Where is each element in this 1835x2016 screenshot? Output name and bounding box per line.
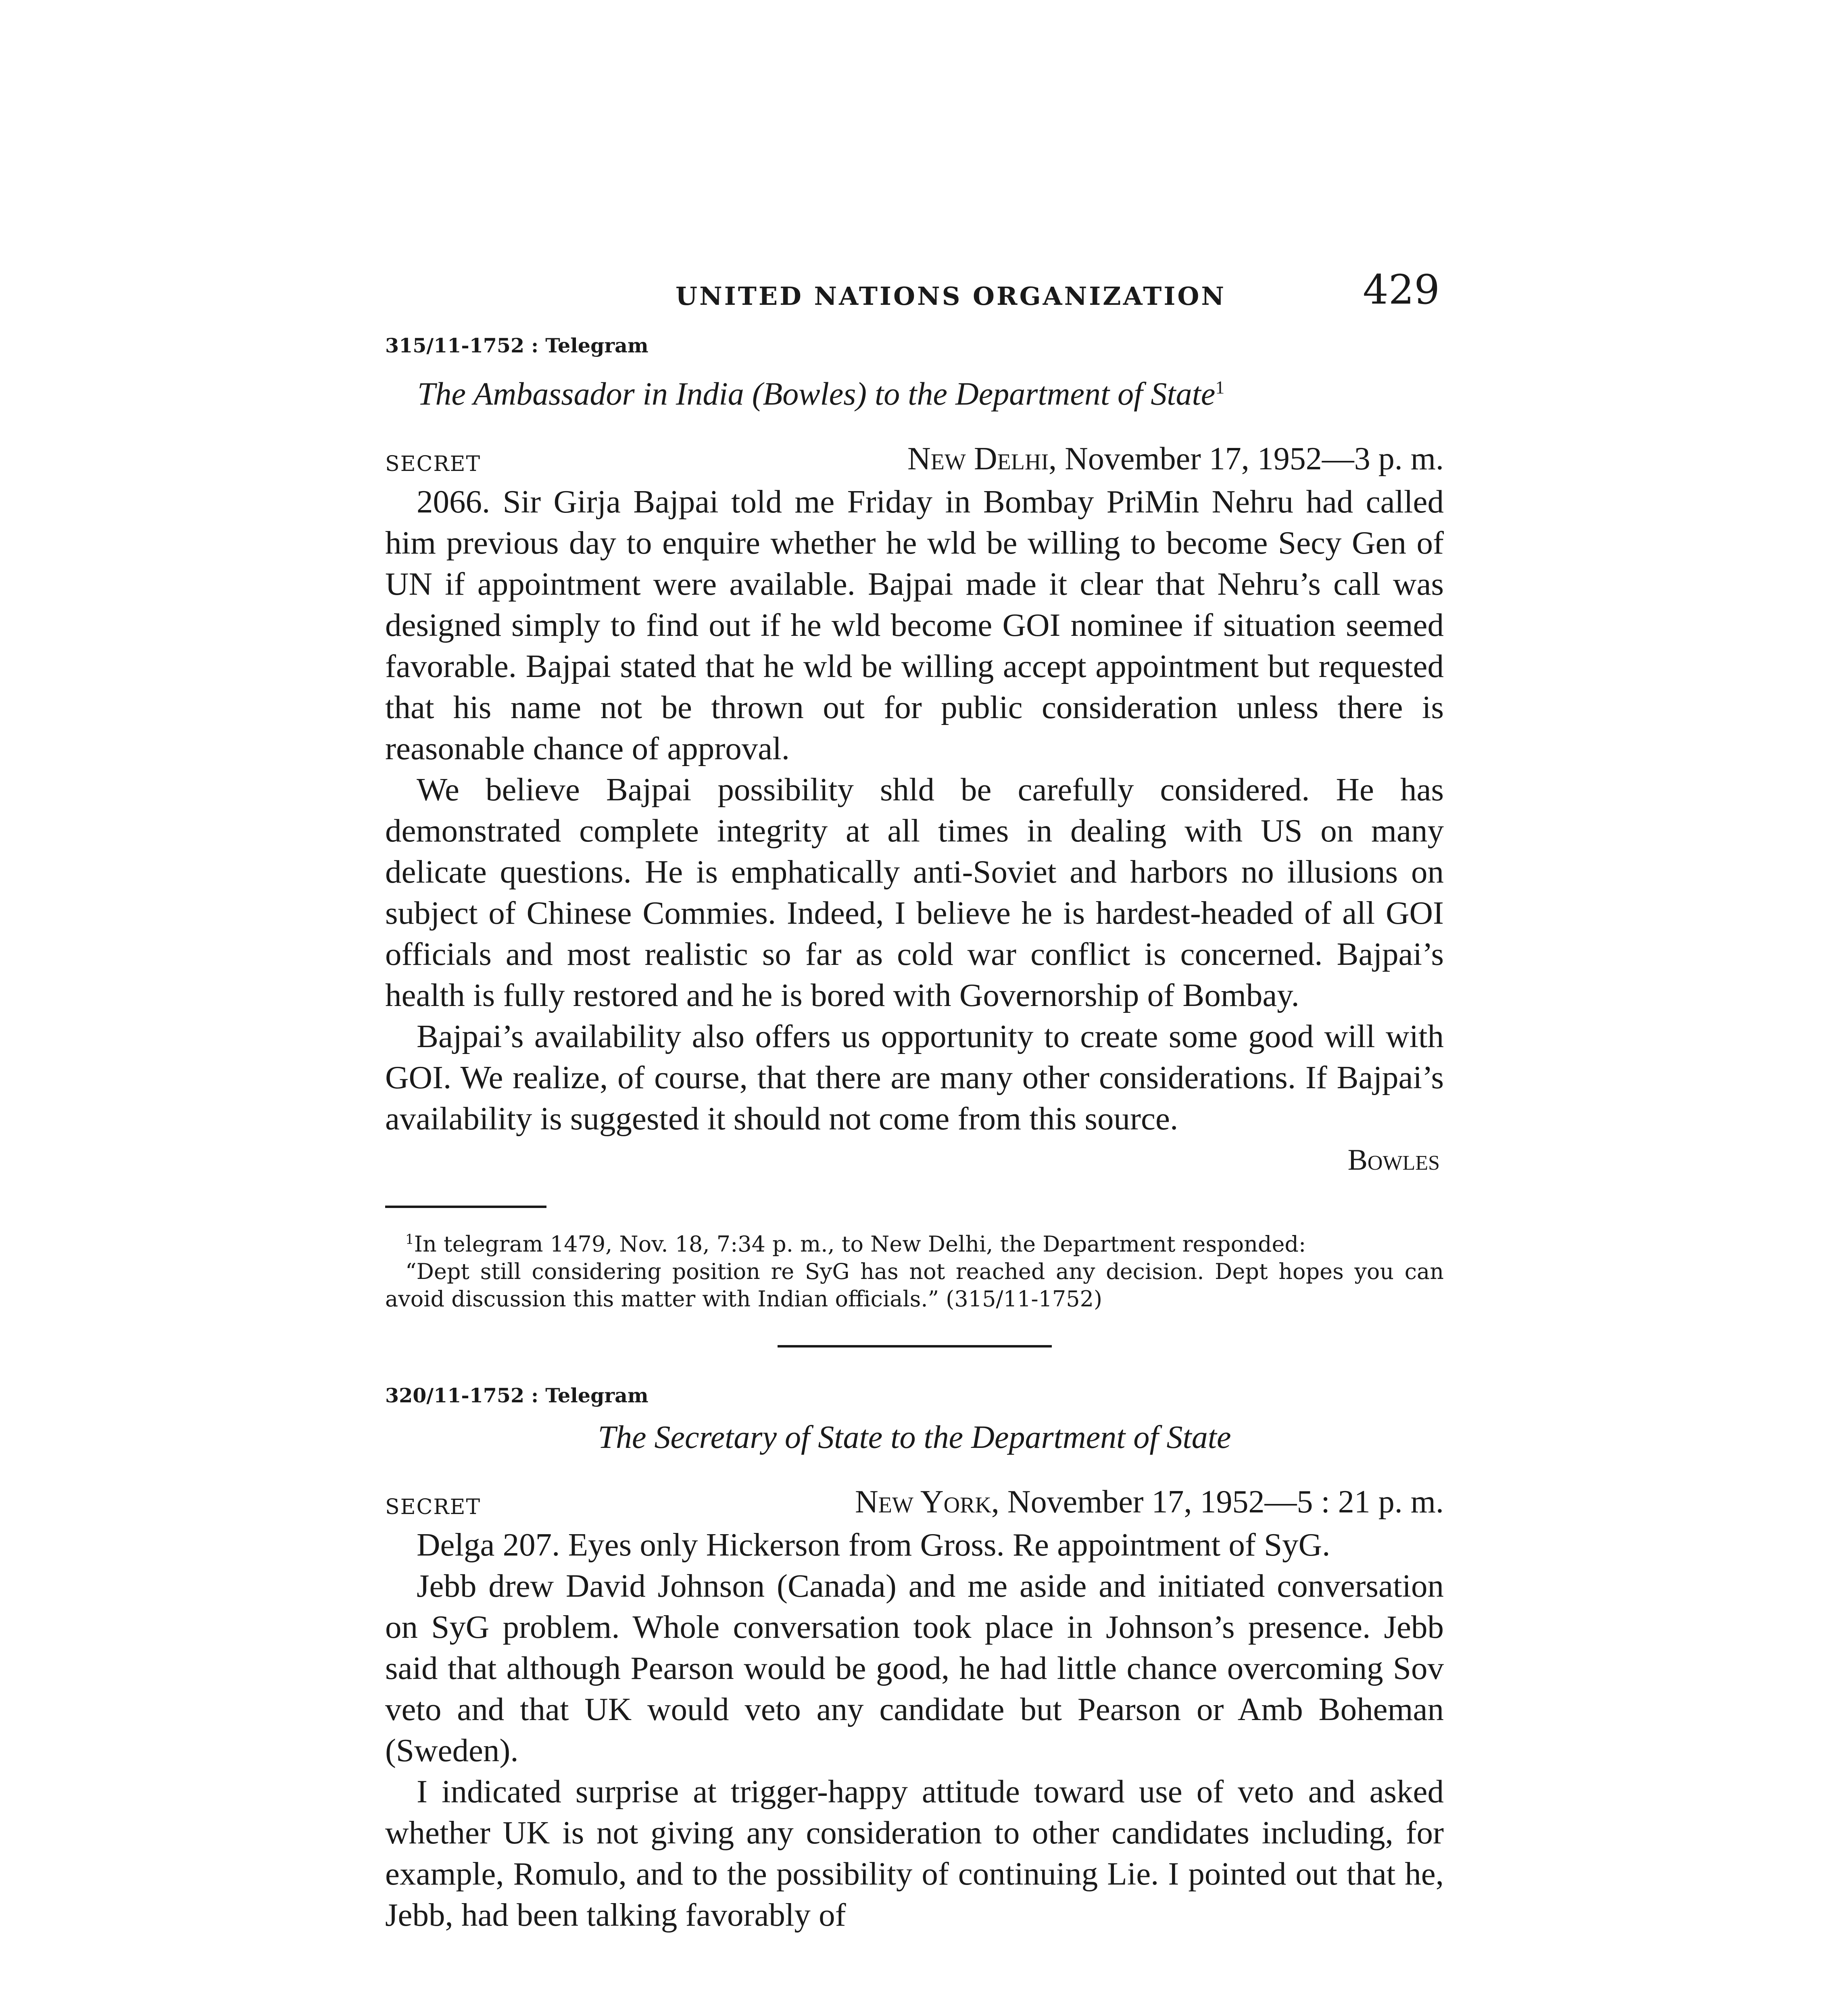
document-title-text: The Ambassador in India (Bowles) to the Department of State xyxy=(417,376,1216,412)
telegram-body xyxy=(385,1524,1444,1935)
footnote xyxy=(385,1226,1444,1313)
telegram-body xyxy=(385,481,1444,1139)
dateline-date: , November 17, 1952—5 : 21 p. m. xyxy=(991,1484,1444,1520)
dateline-place: New York xyxy=(855,1484,991,1520)
section-separator xyxy=(778,1345,1052,1347)
dateline-place: New Delhi xyxy=(907,441,1049,477)
footnote-mark: 1 xyxy=(1215,377,1225,398)
paragraph: I indicated surprise at trigger-happy attitude toward use of veto and asked whether UK is not giving any consideration to other candidates including, for example, Romulo, and to the possibility of continuing Lie. I pointed out that he, Jebb, had been talking favorably of xyxy=(385,1773,1444,1933)
paragraph: 2066. Sir Girja Bajpai told me Friday in Bombay PriMin Nehru had called him previous day to enquire whether he wld be willing to become Secy Gen of UN if appointment were available. Bajpai made it clear that Nehru’s call was designed simply to find out if he wld become GOI nominee if situation seemed favorable. Bajpai stated that he wld be willing accept appointment but requested that his name not be thrown out for public consideration unless there is reasonable chance of approval. xyxy=(385,483,1444,766)
heading-row xyxy=(385,1484,1444,1524)
dateline xyxy=(907,441,1444,477)
footnote-text: In telegram 1479, Nov. 18, 7:34 p. m., to New Delhi, the Department responded: xyxy=(414,1231,1306,1257)
paragraph: Jebb drew David Johnson (Canada) and me aside and initiated conversation on SyG problem. Whole conversation took place in Johnson’s presence. Jebb said that although Pearson would be good, he had little chance overcoming Sov veto and that UK would veto any candidate but Pearson or Amb Boheman (Sweden). xyxy=(385,1567,1444,1768)
heading-row xyxy=(385,441,1444,481)
file-reference: 320/11-1752 : Telegram xyxy=(385,1383,649,1407)
running-title: UNITED NATIONS ORGANIZATION xyxy=(676,281,1226,311)
document-2 xyxy=(385,1384,1444,1935)
document-title: The Secretary of State to the Department of State xyxy=(598,1419,1231,1455)
document-page xyxy=(385,266,1444,1935)
classification: SECRET xyxy=(385,452,481,476)
paragraph: We believe Bajpai possibility shld be carefully considered. He has demonstrated complete integrity at all times in dealing with US on many delicate questions. He is emphatically anti-Soviet and harbors no illusions on subject of Chinese Commies. Indeed, I believe he is hardest-headed of all GOI officials and most realistic so far as cold war conflict is concerned. Bajpai’s health is fully restored and he is bored with Governorship of Bombay. xyxy=(385,771,1444,1013)
dateline xyxy=(855,1484,1444,1520)
file-reference: 315/11-1752 : Telegram xyxy=(385,334,649,357)
page-number: 429 xyxy=(1363,266,1440,313)
dateline-date: , November 17, 1952—3 p. m. xyxy=(1049,441,1444,477)
document-title xyxy=(385,365,1444,417)
running-header xyxy=(385,266,1444,327)
document-1 xyxy=(385,334,1444,1313)
classification: SECRET xyxy=(385,1495,481,1519)
signature: Bowles xyxy=(1347,1143,1440,1177)
footnote-quote: “Dept still considering position re SyG has not reached any decision. Dept hopes you can avoid discussion this matter with Indian officials.” (315/11-1752) xyxy=(385,1258,1444,1312)
footnote-number: 1 xyxy=(405,1231,414,1248)
paragraph: Delga 207. Eyes only Hickerson from Gross. Re appointment of SyG. xyxy=(417,1526,1330,1563)
footnote-line xyxy=(385,1226,1444,1258)
footnote-divider xyxy=(385,1206,546,1208)
paragraph: Bajpai’s availability also offers us opportunity to create some good will with GOI. We realize, of course, that there are many other considerations. If Bajpai’s availability is suggested it should not come from this source. xyxy=(385,1018,1444,1137)
